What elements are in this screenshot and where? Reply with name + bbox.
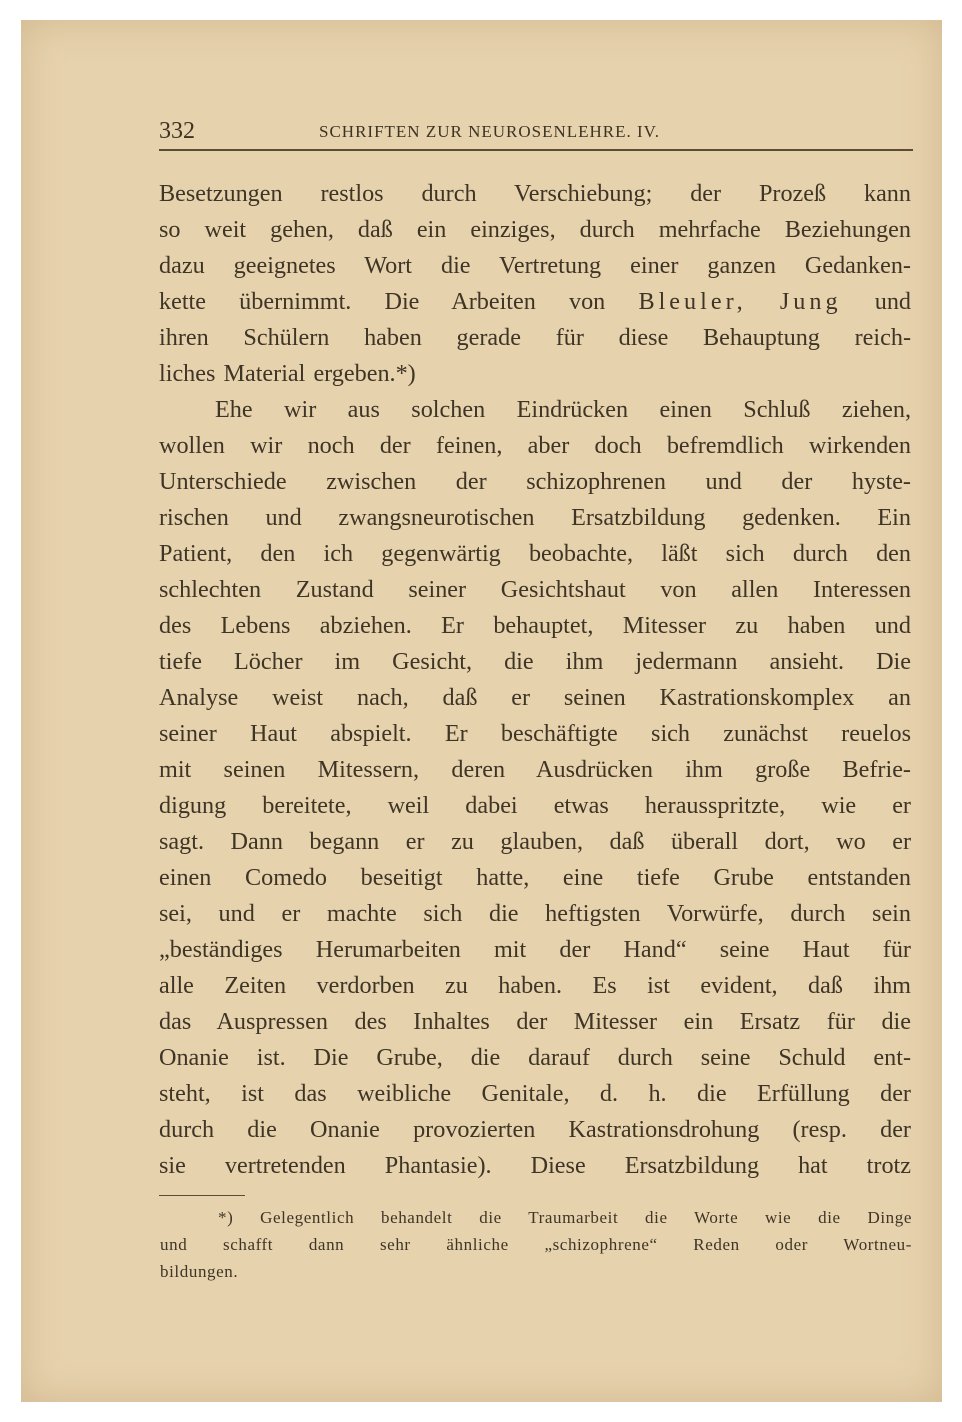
text-line: schlechten Zustand seiner Gesichtshaut von allen Interessen xyxy=(159,576,911,603)
footnote-rule xyxy=(159,1195,245,1196)
text-line: das Auspressen des Inhaltes der Mitesser ein Ersatz für die xyxy=(159,1008,911,1035)
page-header xyxy=(159,118,913,148)
text-line: durch die Onanie provozierten Kastrationsdrohung (resp. der xyxy=(159,1116,911,1143)
text-line: sagt. Dann begann er zu glauben, daß überall dort, wo er xyxy=(159,828,911,855)
text-line: ihren Schülern haben gerade für diese Behauptung reich- xyxy=(159,324,911,351)
text-line: so weit gehen, daß ein einziges, durch mehrfache Beziehungen xyxy=(159,216,911,243)
text-line: alle Zeiten verdorben zu haben. Es ist evident, daß ihm xyxy=(159,972,911,999)
text-line: sie vertretenden Phantasie). Diese Ersatzbildung hat trotz xyxy=(159,1152,911,1179)
text-line: Unterschiede zwischen der schizophrenen und der hyste- xyxy=(159,468,911,495)
main-text xyxy=(159,176,911,1184)
text-line: digung bereitete, weil dabei etwas herausspritzte, wie er xyxy=(159,792,911,819)
footnote-line: bildungen. xyxy=(160,1262,239,1281)
text-line: sei, und er machte sich die heftigsten Vorwürfe, durch sein xyxy=(159,900,911,927)
text-line: einen Comedo beseitigt hatte, eine tiefe Grube entstanden xyxy=(159,864,911,891)
text-line: des Lebens abziehen. Er behauptet, Mitesser zu haben und xyxy=(159,612,911,639)
footnote xyxy=(160,1204,912,1285)
page-number: 332 xyxy=(159,118,195,144)
text-line xyxy=(159,284,911,320)
text-line: mit seinen Mitessern, deren Ausdrücken ihm große Befrie- xyxy=(159,756,911,783)
text-line: Analyse weist nach, daß er seinen Kastrationskomplex an xyxy=(159,684,911,711)
header-rule xyxy=(159,149,913,151)
text-line: tiefe Löcher im Gesicht, die ihm jedermann ansieht. Die xyxy=(159,648,911,675)
text-line: Onanie ist. Die Grube, die darauf durch seine Schuld ent- xyxy=(159,1044,911,1071)
text-line: liches Material ergeben.*) xyxy=(159,360,416,387)
name-jung: Jung xyxy=(779,288,842,315)
paragraph-start-line: Ehe wir aus solchen Eindrücken einen Schluß ziehen, xyxy=(215,396,911,423)
footnote-line: und schafft dann sehr ähnliche „schizophrene“ Reden oder Wortneu- xyxy=(160,1235,912,1254)
text-line: Patient, den ich gegenwärtig beobachte, läßt sich durch den xyxy=(159,540,911,567)
text-line: seiner Haut abspielt. Er beschäftigte sich zunächst reuelos xyxy=(159,720,911,747)
text-line: rischen und zwangsneurotischen Ersatzbildung gedenken. Ein xyxy=(159,504,911,531)
text-line: „beständiges Herumarbeiten mit der Hand“ seine Haut für xyxy=(159,936,911,963)
name-bleuler: Bleuler, xyxy=(638,288,747,315)
text-line: steht, ist das weibliche Genitale, d. h. die Erfüllung der xyxy=(159,1080,911,1107)
text-line: dazu geeignetes Wort die Vertretung einer ganzen Gedanken- xyxy=(159,252,911,279)
text-line: Besetzungen restlos durch Verschiebung; der Prozeß kann xyxy=(159,180,911,207)
text-fragment: und xyxy=(874,288,912,315)
text-line: wollen wir noch der feinen, aber doch befremdlich wirkenden xyxy=(159,432,911,459)
footnote-line: *) Gelegentlich behandelt die Traumarbeit die Worte wie die Dinge xyxy=(218,1208,912,1227)
text-fragment: kette übernimmt. Die Arbeiten von xyxy=(159,288,606,315)
running-title: SCHRIFTEN ZUR NEUROSENLEHRE. IV. xyxy=(319,122,661,141)
